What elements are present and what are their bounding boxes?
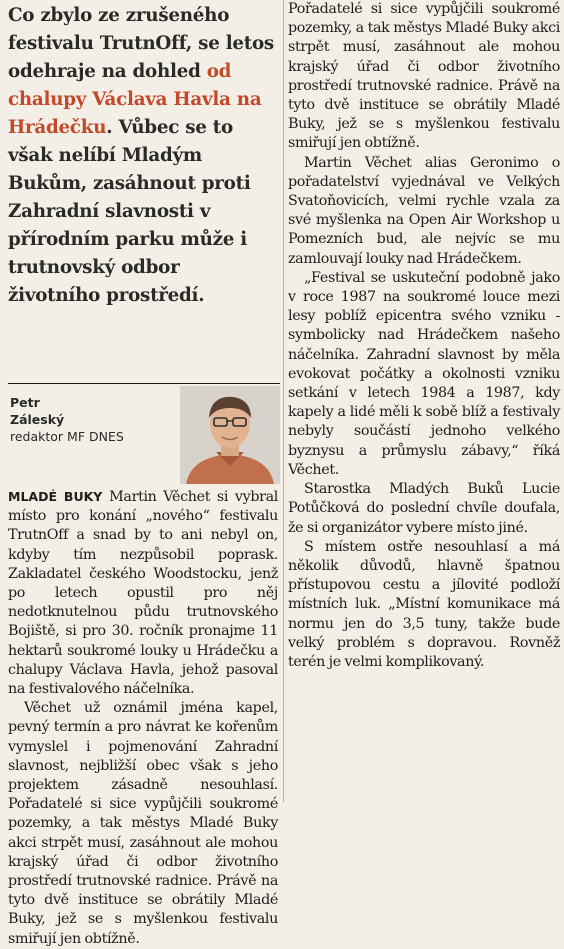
article-lead	[8, 2, 276, 310]
lead-text-after: . Vůbec se to však nelíbí Mladým Bukům, zasáhnout proti Zahradní slavnosti v přírodním parku může i trutnovský odbor životního prostředí.	[8, 117, 251, 306]
author-portrait-image	[180, 386, 280, 484]
column-divider	[283, 0, 284, 802]
author-last-name: Záleský	[10, 412, 65, 427]
author-photo	[180, 386, 280, 484]
article-paragraph-5: Starostka Mladých Buků Lucie Potůčková do poslední chvíle doufala, že si organizátor vybere místo jiné.	[288, 481, 560, 536]
article-body-left	[8, 487, 278, 949]
article-body-right	[288, 0, 560, 672]
article-paragraph-2-start: Věchet už oznámil jména kapel, pevný termín a pro návrat ke kořenům vymyslel i pojmenování Zahradní slavnost, nejbližší obec však s jeho projektem zásadně nesouhlasí. Pořadatelé si sice vypůjčili soukromé pozemky, a tak městys Mladé Buky akci strpět musí, zasáhnout ale mohou krajský úřad či odbor životního prostředí trutnovské radnice. Právě na tyto dvě instituce se obrátily Mladé Buky, jež se s myšlenkou festivalu smiřují jen obtížně.	[8, 700, 278, 947]
author-byline	[10, 394, 180, 445]
left-column	[0, 0, 280, 947]
author-box	[8, 383, 280, 484]
paragraph-1-text: Martin Věchet si vybral místo pro konání „nového“ festivalu TrutnOff a snad by to ani nebyl on, kdyby tím nezpůsobil poprask. Zakladatel českého Woodstocku, jenž po letech opustil pro něj nedotknutelnou půdu trutnovského Bojiště, si pro 30. ročník pronajme 11 hektarů soukromé louky u Hrádečku a chalupy Václava Havla, jehož pasoval na festivalového náčelníka.	[8, 489, 278, 698]
article-paragraph-4: „Festival se uskuteční podobně jako v roce 1987 na soukromé louce mezi lesy poblíž epicentra svého vzniku - symbolicky nad Hrádečkem našeho náčelníka. Zahradní slavnost by měla evokovat počátky a okolnosti vzniku setkání v letech 1984 a 1987, kdy kapely a lidé měli k sobě blíž a festivaly nebyly součástí jednoho velkého byznysu a průmyslu zábavy,“ říká Věchet.	[288, 269, 560, 478]
lead-text-before: Co zbylo ze zrušeného festivalu TrutnOff, se letos odehraje na dohled	[8, 5, 274, 82]
article-paragraph-2-continued: Pořadatelé si sice vypůjčili soukromé pozemky, a tak městys Mladé Buky akci strpět musí, zasáhnout ale mohou krajský úřad či odbor životního prostředí trutnovské radnice. Právě na tyto dvě instituce se obrátily Mladé Buky, jež se s myšlenkou festivalu smiřují jen obtížně.	[288, 1, 560, 152]
author-first-name: Petr	[10, 395, 40, 410]
lead-highlight: od chalupy Václava Havla na Hrádečku	[8, 61, 262, 138]
article-paragraph-1	[8, 487, 278, 699]
author-role: redaktor MF DNES	[10, 429, 124, 444]
right-column	[288, 0, 560, 802]
article-paragraph-3: Martin Věchet alias Geronimo o pořadatelství vyjednával ve Velkých Svatoňovicích, velmi rychle vzala za své myšlenka na Open Air Workshop u Pomezních bud, ale nejvíc se mu zamlouvají louky nad Hrádečkem.	[288, 154, 560, 267]
article-paragraph-6: S místem ostře nesouhlasí a má několik důvodů, hlavně špatnou přístupovou cestu a jílovité podloží místních luk. „Místní komunikace má normu jen do 3,5 tuny, takže bude velký problém s dopravou. Rovněž terén je velmi komplikovaný.	[288, 538, 560, 670]
dateline: MLADÉ BUKY	[8, 489, 103, 504]
